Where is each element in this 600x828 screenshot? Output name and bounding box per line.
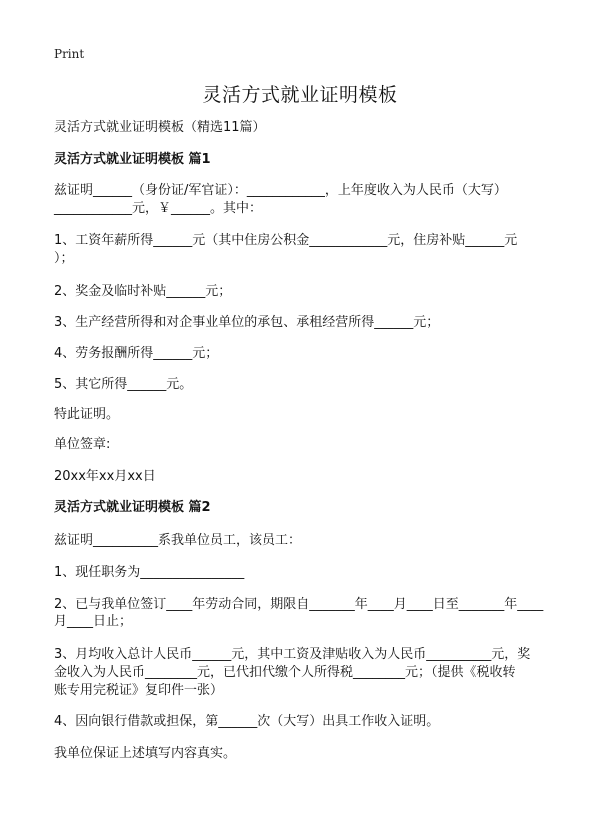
section-2-heading: 灵活方式就业证明模板 篇2 [54, 500, 211, 515]
section-1-line: 兹证明______（身份证/军官证）：____________，上年度收入为人民币（大写） [54, 183, 507, 198]
section-1-line: 特此证明。 [54, 407, 120, 422]
section-1-line: ）； [54, 251, 74, 266]
section-2-line: 1、现任职务为________________ [54, 565, 245, 580]
section-2-line: 月____日止； [54, 614, 133, 629]
print-link[interactable]: Print [54, 47, 85, 61]
section-1-line: 单位签章: [54, 437, 111, 452]
page-title: 灵活方式就业证明模板 [202, 84, 398, 106]
section-2-line: 4、因向银行借款或担保，第______次（大写）出具工作收入证明。 [54, 714, 440, 729]
section-1-line: 4、劳务报酬所得______元； [54, 346, 219, 361]
section-1-line: 5、其它所得______元。 [54, 377, 193, 392]
section-2-line: 金收入为人民币________元，已代扣代缴个人所得税________元；（提供《税收转 [54, 665, 516, 680]
section-1-line: 1、工资年薪所得______元（其中住房公积金____________元，住房补贴______元 [54, 233, 518, 248]
section-1-date: 20xx年xx月xx日 [54, 469, 156, 484]
section-1-line: 3、生产经营所得和对企事业单位的承包、承租经营所得______元； [54, 315, 440, 330]
section-1-line: 2、奖金及临时补贴______元； [54, 284, 232, 299]
section-2-line: 2、已与我单位签订____年劳动合同，期限自_______年____月____日至_______年____ [54, 597, 544, 612]
section-1-line: ____________元，￥______。其中： [54, 201, 263, 216]
section-1-heading: 灵活方式就业证明模板 篇1 [54, 152, 211, 167]
section-2-line: 账专用完税证》复印件一张） [54, 683, 224, 698]
document-subtitle: 灵活方式就业证明模板（精选11篇） [54, 120, 266, 135]
section-2-line: 我单位保证上述填写内容真实。 [54, 746, 237, 761]
section-2-line: 兹证明__________系我单位员工，该员工： [54, 533, 302, 548]
section-2-line: 3、月均收入总计人民币______元，其中工资及津贴收入为人民币__________元，奖 [54, 647, 531, 662]
